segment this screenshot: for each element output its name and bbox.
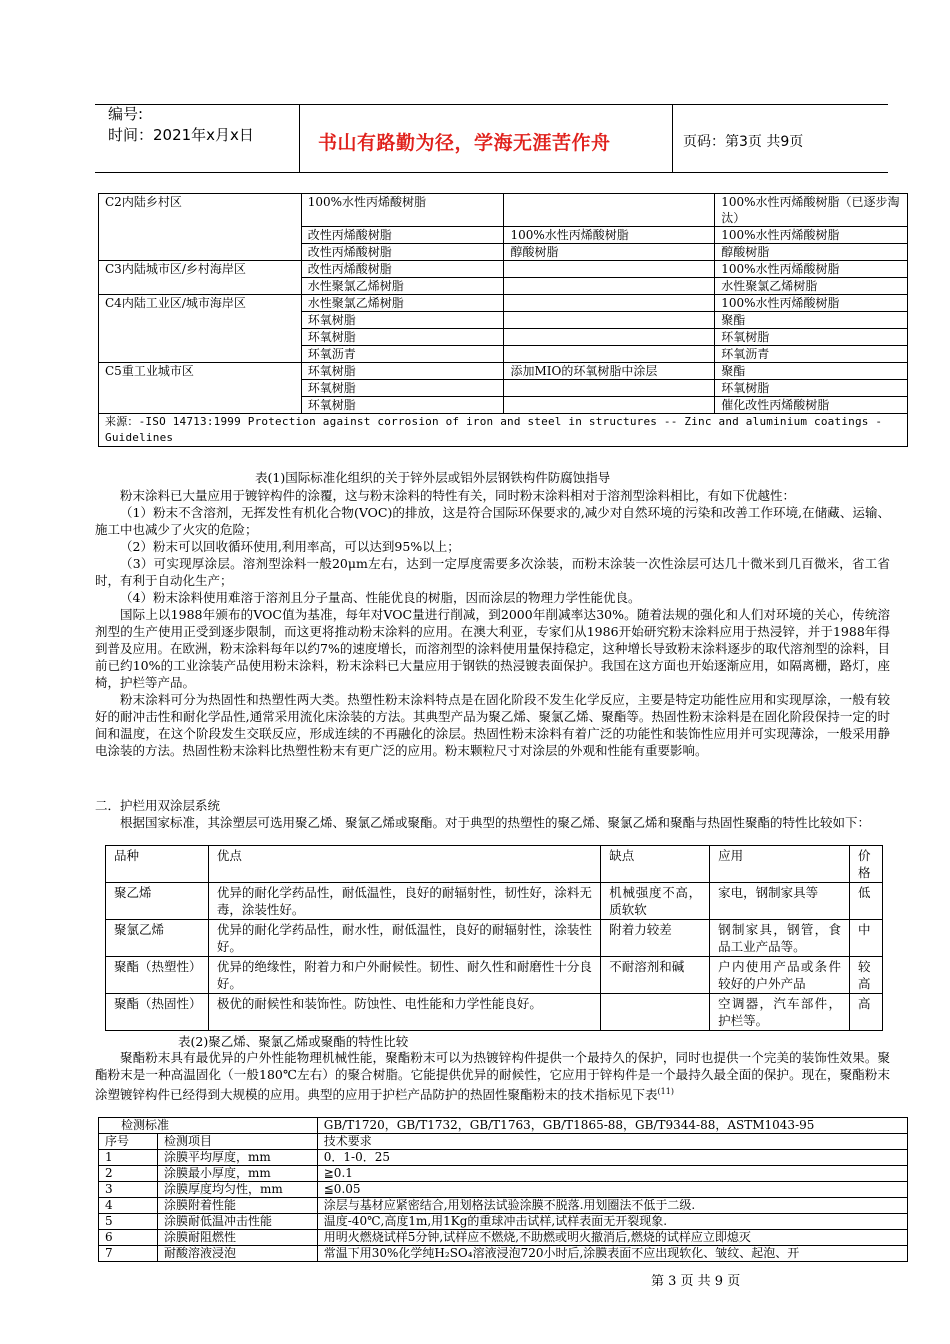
table-cell: 4 [99,1198,158,1214]
table-cell: 水性聚氯乙烯树脂 [301,295,504,312]
table-cell: 聚酯 [715,363,908,380]
section-heading: 二．护栏用双涂层系统 [95,798,221,813]
table-row [99,1166,908,1182]
table-cell: 涂膜附着性能 [157,1198,317,1214]
table-cell: 涂膜最小厚度，mm [157,1166,317,1182]
table-row [99,363,908,380]
table-cell: 改性丙烯酸树脂 [301,244,504,261]
table-cell: 中 [849,920,882,957]
table-cell [504,380,715,397]
table-cell: 涂膜平均厚度，mm [157,1150,317,1166]
table-cell: 环氧树脂 [301,363,504,380]
table-cell: 机械强度不高，质软软 [601,883,710,920]
table-cell: 添加MIO的环氧树脂中涂层 [504,363,715,380]
paragraph: （2）粉末可以回收循环使用,利用率高，可以达到95%以上； [120,539,460,554]
source-row [99,414,908,447]
table-cell: 户内使用产品或条件较好的户外产品 [710,957,850,994]
table-cell: ≧0.1 [317,1166,907,1182]
standard-value: GB/T1720，GB/T1732，GB/T1763，GB/T1865-88，GB/T9344-88，ASTM1043-95 [317,1118,907,1134]
table-cell: 温度-40℃,高度1m,用1Kg的重球冲击试样,试样表面无开裂现象. [317,1214,907,1230]
table-row [99,261,908,278]
body-section-1 [95,487,890,759]
paragraph: （3）可实现厚涂层。溶剂型涂料一般20μm左右，达到一定厚度需要多次涂装，而粉末涂装一次性涂层可达几十微米到几百微米，省工省时，有利于自动化生产； [95,556,890,588]
table-row [99,1214,908,1230]
table-cell: 聚酯 [715,312,908,329]
table-cell: 环氧树脂 [715,329,908,346]
header-top-rule [95,104,888,105]
table-cell [504,295,715,312]
table-cell: 不耐溶剂和碱 [601,957,710,994]
table-cell [504,261,715,278]
table-cell: 高 [849,994,882,1031]
table-row [99,1150,908,1166]
table-cell: 水性聚氯乙烯树脂 [715,278,908,295]
table-cell [504,312,715,329]
table-cell [504,194,715,227]
paragraph: 国际上以1988年颁布的VOC值为基准，每年对VOC量进行削减，到2000年削减率达30%。随着法规的强化和人们对环境的关心，传统溶剂型的生产使用正受到逐步限制，而这更将推动粉末涂料的应用。在澳大利亚，专家们从1986开始研究粉末涂料应用于热浸锌，并于1988年得到普及应用。在欧洲，粉末涂料每年以约7%的速度增长，而溶剂型的涂料使用量保持稳定，这种增长导致粉末涂料逐步的取代溶剂型的涂料，目前已约10%的工业涂装产品使用粉末涂料，粉末涂料已大量应用于钢铁的热浸镀表面保护。我国在这方面也开始逐渐应用，如隔离栅，路灯，座椅，护栏等产品。 [95,607,890,690]
table-cell: 空调器，汽车部件，护栏等。 [710,994,850,1031]
table-row [106,920,883,957]
column-header: 序号 [99,1134,158,1150]
table-cell: 聚酯（热塑性） [106,957,209,994]
table-row [99,1182,908,1198]
column-header: 技术要求 [317,1134,907,1150]
table1-caption: 表(1)国际标准化组织的关于锌外层或铝外层钢铁构件防腐蚀指导 [255,470,611,485]
table-cell: 醇酸树脂 [504,244,715,261]
table-cell [504,329,715,346]
paragraph: （4）粉末涂料使用难溶于溶剂且分子量高、性能优良的树脂，因而涂层的物理力学性能优良。 [120,590,641,605]
table-cell: ≦0.05 [317,1182,907,1198]
table-cell: 水性聚氯乙烯树脂 [301,278,504,295]
table-cell: 0．1-0．25 [317,1150,907,1166]
table-row [99,295,908,312]
column-header: 品种 [106,846,209,883]
region-cell: C5重工业城市区 [99,363,302,414]
coating-comparison-table [105,845,883,1031]
header-motto: 书山有路勤为径，学海无涯苦作舟 [318,132,611,154]
table-cell: 钢制家具，钢管，食品工业产品等。 [710,920,850,957]
table-cell: 聚乙烯 [106,883,209,920]
paragraph: 聚酯粉末具有最优异的户外性能物理机械性能，聚酯粉末可以为热镀锌构件提供一个最持久的保护，同时也提供一个完美的装饰性效果。聚酯粉末是一种高温固化（一般180℃左右）的聚合树脂。它能提供优异的耐候性，它应用于锌构件是一个最持久最全面的保护。现在，聚酯粉末涂塑镀锌构件已经得到大规模的应用。典型的应用于护栏产品防护的热固性聚酯粉末的技术指标见下表 [95,1050,890,1103]
region-cell: C4内陆工业区/城市海岸区 [99,295,302,363]
table-row [106,883,883,920]
table-cell: 用明火燃烧试样5分钟,试样应不燃烧,不助燃或明火撤消后,燃烧的试样应立即熄灭 [317,1230,907,1246]
table-cell: 5 [99,1214,158,1230]
table-header-row [99,1134,908,1150]
table-cell [601,994,710,1031]
source-note: 来源：-ISO 14713:1999 Protection against corrosion of iron and steel in structures -- Zinc and aluminium coatings - Guidelines [99,414,908,447]
time-label: 时间：2021年x月x日 [108,126,254,144]
header-divider-right [672,104,673,173]
standard-label: 检测标准 [99,1118,318,1134]
table-cell [504,346,715,363]
table-cell: 环氧沥青 [301,346,504,363]
column-header: 检测项目 [157,1134,317,1150]
table-cell: 较高 [849,957,882,994]
table-cell: 聚酯（热固性） [106,994,209,1031]
paragraph: 粉末涂料可分为热固性和热塑性两大类。热塑性粉末涂料特点是在固化阶段不发生化学反应，主要是特定功能性应用和实现厚涂，一般有较好的耐冲击性和耐化学品性,通常采用流化床涂装的方法。其典型产品为聚乙烯、聚氯乙烯、聚酯等。热固性粉末涂料是在固化阶段保持一定的时间和温度，在这个阶段发生交联反应，形成连续的不再融化的涂层。热固性粉末涂料有着广泛的功能性和装饰性应用并可实现薄涂，一般采用静电涂装的方法。热固性粉末涂料比热塑性粉末有更广泛的应用。粉末颗粒尺寸对涂层的外观和性能有重要影响。 [95,692,890,758]
table-cell: 附着力较差 [601,920,710,957]
table-cell: 环氧树脂 [301,329,504,346]
table-cell: 改性丙烯酸树脂 [301,261,504,278]
table-row [106,957,883,994]
table-cell: 优异的耐化学药品性，耐水性，耐低温性，良好的耐辐射性，涂装性好。 [208,920,600,957]
technical-spec-table [98,1117,908,1262]
table-cell: 常温下用30%化学纯H₂SO₄溶液浸泡720小时后,涂膜表面不应出现软化、皱纹、起泡、开 [317,1246,907,1262]
table-cell: 极优的耐候性和装饰性。防蚀性、电性能和力学性能良好。 [208,994,600,1031]
table2-caption: 表(2)聚乙烯、聚氯乙烯或聚酯的特性比较 [178,1034,409,1049]
table-cell: 100%水性丙烯酸树脂 [715,295,908,312]
page-footer: 第 3 页 共 9 页 [651,1274,741,1289]
paragraph: （1）粉末不含溶剂，无挥发性有机化合物(VOC)的排放，这是符合国际环保要求的,减少对自然环境的污染和改善工作环境,在储藏、运输、施工中也减少了火灾的危险； [95,505,890,537]
citation-ref: (11) [657,1087,674,1096]
table-cell: 环氧树脂 [715,380,908,397]
table-cell: 改性丙烯酸树脂 [301,227,504,244]
column-header: 应用 [710,846,850,883]
section-2 [95,797,890,831]
table-cell: 优异的耐化学药品性，耐低温性，良好的耐辐射性，韧性好，涂料无毒，涂装性好。 [208,883,600,920]
table-cell: 涂层与基材应紧密结合,用划格法试验涂膜不脱落.用划圈法不低于二级. [317,1198,907,1214]
table-cell: 优异的绝缘性，附着力和户外耐候性。韧性、耐久性和耐磨性十分良好。 [208,957,600,994]
table-cell: 100%水性丙烯酸树脂 [715,261,908,278]
table-row [99,1198,908,1214]
header-page-number: 页码：第3页 共9页 [683,134,804,150]
table-row [106,994,883,1031]
table-cell: 1 [99,1150,158,1166]
table-cell: 100%水性丙烯酸树脂 [301,194,504,227]
table-cell: 耐酸溶液浸泡 [157,1246,317,1262]
table-cell: 涂膜耐低温冲击性能 [157,1214,317,1230]
serial-label: 编号: [108,105,144,123]
column-header: 价格 [849,846,882,883]
table-cell: 3 [99,1182,158,1198]
table-cell: 聚氯乙烯 [106,920,209,957]
table-cell: 2 [99,1166,158,1182]
table-cell: 6 [99,1230,158,1246]
table-cell: 环氧树脂 [301,380,504,397]
paragraph: 粉末涂料已大量应用于镀锌构件的涂覆，这与粉末涂料的特性有关，同时粉末涂料相对于溶剂型涂料相比，有如下优越性： [120,488,796,503]
table-row [99,194,908,227]
table-cell: 低 [849,883,882,920]
table-cell: 100%水性丙烯酸树脂（已逐步淘汰） [715,194,908,227]
table-cell: 涂膜耐阻燃性 [157,1230,317,1246]
table-cell: 醇酸树脂 [715,244,908,261]
table-cell: 催化改性丙烯酸树脂 [715,397,908,414]
table-row [99,1230,908,1246]
table-cell: 环氧沥青 [715,346,908,363]
paragraph: 根据国家标准，其涂塑层可选用聚乙烯、聚氯乙烯或聚酯。对于典型的热塑性的聚乙烯、聚氯乙烯和聚酯与热固性聚酯的特性比较如下： [120,815,871,830]
table-row [99,1246,908,1262]
column-header: 优点 [208,846,600,883]
column-header: 缺点 [601,846,710,883]
table-header-row [106,846,883,883]
body-section-2 [95,1049,890,1103]
table-cell: 环氧树脂 [301,312,504,329]
table-cell [504,397,715,414]
table-cell: 7 [99,1246,158,1262]
header-info [108,104,254,146]
table-cell: 家电，钢制家具等 [710,883,850,920]
region-cell: C2内陆乡村区 [99,194,302,261]
standard-row [99,1118,908,1134]
header-bottom-rule [95,172,888,173]
table-cell: 100%水性丙烯酸树脂 [504,227,715,244]
region-cell: C3内陆城市区/乡村海岸区 [99,261,302,295]
header-divider-left [299,104,300,173]
table-cell [504,278,715,295]
anticorrosion-guide-table [98,193,908,447]
table-cell: 环氧树脂 [301,397,504,414]
table-cell: 涂膜厚度均匀性，mm [157,1182,317,1198]
table-cell: 100%水性丙烯酸树脂 [715,227,908,244]
